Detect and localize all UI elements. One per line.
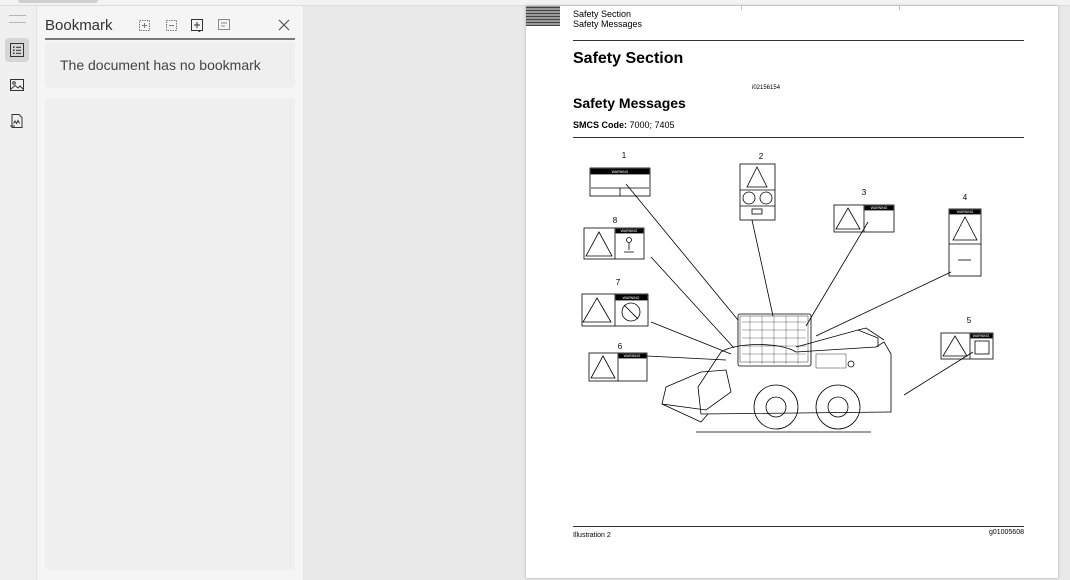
panel-title: Bookmark: [45, 17, 113, 34]
bookmark-list-icon: [9, 42, 25, 58]
rail-grip-icon[interactable]: [9, 15, 26, 23]
decal-warning-word: WARNING: [870, 206, 888, 210]
decal-warning-word: WARNING: [611, 170, 629, 174]
callout-7: 7: [615, 278, 621, 287]
callout-5: 5: [966, 316, 972, 325]
subsection-title: Safety Messages: [573, 95, 686, 111]
section-rule: [573, 137, 1024, 138]
decal-warning-word: WARNING: [620, 229, 638, 233]
document-viewport[interactable]: [304, 6, 1070, 580]
safety-illustration: [566, 142, 1036, 442]
smcs-value: 7000; 7405: [627, 120, 675, 130]
decal-warning-word: WARNING: [623, 354, 641, 358]
left-rail: [0, 6, 37, 580]
callout-2: 2: [758, 152, 764, 161]
expand-all-icon[interactable]: [136, 17, 152, 33]
document-ident: i02156154: [752, 85, 781, 91]
panel-header: [45, 14, 295, 40]
empty-message: The document has no bookmark: [60, 57, 261, 73]
callout-6: 6: [617, 342, 623, 351]
illustration-caption: Illustration 2: [573, 532, 611, 539]
callout-8: 8: [612, 216, 618, 225]
header-rule: [573, 40, 1024, 41]
thumbnail-button[interactable]: [5, 73, 29, 97]
collapse-all-icon[interactable]: [163, 17, 179, 33]
page-divider: [899, 6, 900, 10]
callout-4: 4: [962, 193, 968, 202]
callout-3: 3: [861, 188, 867, 197]
decal-warning-word: WARNING: [972, 334, 990, 338]
document-page: [526, 6, 1058, 578]
tab-stub[interactable]: [18, 0, 98, 3]
scan-artifact: [526, 6, 560, 26]
smcs-code: [573, 120, 675, 130]
signature-button[interactable]: [5, 109, 29, 133]
graphic-id: g01005608: [988, 529, 1024, 536]
running-header-line2: Safety Messages: [573, 19, 643, 29]
signature-icon: [9, 113, 25, 129]
close-icon[interactable]: [276, 17, 292, 33]
decal-warning-word: WARNING: [622, 296, 640, 300]
page-divider: [741, 6, 742, 10]
smcs-label: SMCS Code:: [573, 120, 627, 130]
section-title: Safety Section: [573, 50, 684, 67]
callout-1: 1: [621, 151, 627, 160]
bookmark-list-button[interactable]: [5, 38, 29, 62]
thumbnail-image-icon: [9, 77, 25, 93]
empty-message-box: [45, 42, 295, 88]
decal-warning-word: WARNING: [956, 210, 974, 214]
bookmark-panel: [37, 6, 303, 580]
bookmark-outline-icon[interactable]: [216, 17, 232, 33]
caption-rule: [573, 526, 1024, 527]
add-bookmark-icon[interactable]: [189, 17, 205, 33]
running-header-line1: Safety Section: [573, 9, 632, 19]
bookmark-list[interactable]: [45, 98, 295, 570]
